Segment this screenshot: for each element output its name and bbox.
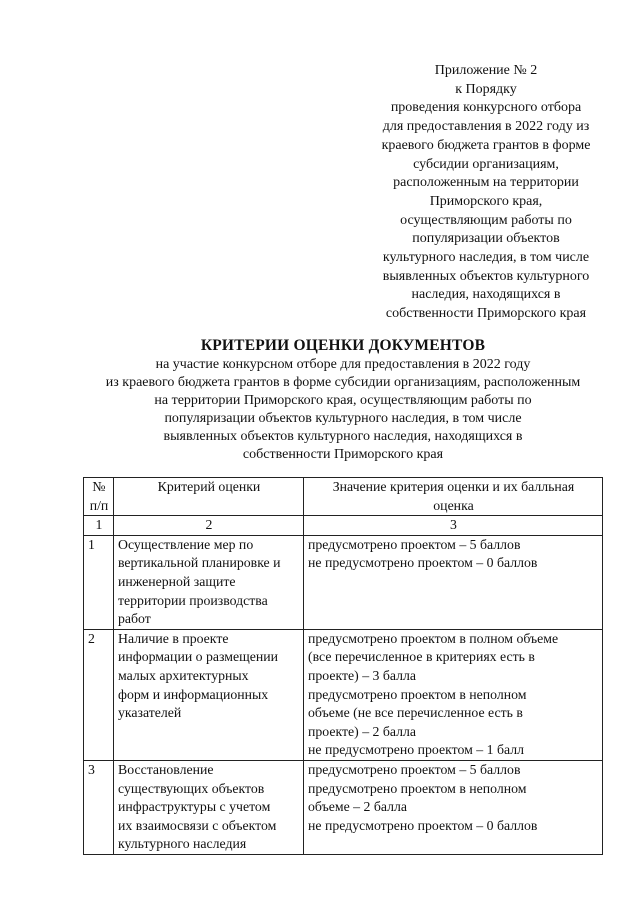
appendix-line: субсидии организациям, [413, 156, 559, 172]
header-criterion [114, 478, 304, 516]
value-line: не предусмотрено проектом – 0 баллов [308, 555, 538, 571]
row-value [304, 535, 603, 629]
header-num-line: № [92, 479, 106, 494]
table-row [84, 535, 603, 629]
value-line: проекте) – 2 балла [308, 723, 417, 739]
header-num-line: п/п [89, 497, 109, 513]
row-criterion [114, 760, 304, 854]
value-line: предусмотрено проектом в полном объеме [308, 630, 559, 646]
appendix-line: наследия, находящихся в [411, 287, 561, 303]
heading-line: выявленных объектов культурного наследия, находящихся в [163, 429, 523, 444]
appendix-line: проведения конкурсного отбора [390, 100, 582, 116]
criterion-line: инженерной защите [118, 573, 236, 589]
index-cell: 1 [84, 516, 114, 536]
index-cell: 2 [114, 516, 304, 536]
heading-line: из краевого бюджета грантов в форме субсидии организациям, расположенным [105, 375, 581, 390]
table-index-row [84, 516, 603, 536]
row-criterion [114, 629, 304, 760]
criterion-line: Наличие в проекте [118, 630, 229, 646]
document-heading [60, 336, 626, 464]
value-line: предусмотрено проектом – 5 баллов [308, 536, 521, 552]
appendix-line: расположенным на территории [393, 175, 579, 191]
header-num [84, 478, 114, 516]
row-number: 3 [84, 760, 114, 854]
table-row [84, 629, 603, 760]
value-line: предусмотрено проектом в неполном [308, 780, 527, 796]
value-line: не предусмотрено проектом – 0 баллов [308, 817, 538, 833]
value-line: предусмотрено проектом в неполном [308, 686, 527, 702]
criterion-line: Осуществление мер по [118, 536, 254, 552]
appendix-line: Приморского края, [429, 193, 543, 209]
value-line: объеме (не все перечисленное есть в [308, 705, 523, 721]
criterion-line: инфраструктуры с учетом [118, 799, 271, 815]
row-number: 1 [84, 535, 114, 629]
header-criterion-text: Критерий оценки [157, 479, 261, 494]
heading-line: на территории Приморского края, осуществляющим работы по [154, 393, 532, 408]
criterion-line: культурного наследия [118, 836, 247, 852]
criterion-line: Восстановление [118, 761, 214, 777]
criterion-line: вертикальной планировке и [118, 555, 281, 571]
document-title: КРИТЕРИИ ОЦЕНКИ ДОКУМЕНТОВ [200, 337, 486, 354]
row-number: 2 [84, 629, 114, 760]
criterion-line: малых архитектурных [118, 667, 249, 683]
criteria-table [83, 477, 603, 855]
table-header-row [84, 478, 603, 516]
appendix-line: популяризации объектов [412, 231, 560, 247]
appendix-line: собственности Приморского края [385, 306, 587, 322]
value-line: объеме – 2 балла [308, 799, 407, 815]
heading-line: на участие конкурсном отборе для предоставления в 2022 году [155, 357, 531, 372]
criterion-line: существующих объектов [118, 780, 265, 796]
value-line: предусмотрено проектом – 5 баллов [308, 761, 521, 777]
appendix-line: осуществляющим работы по [400, 212, 572, 228]
appendix-block [352, 62, 620, 324]
appendix-line: Приложение № 2 [434, 63, 538, 78]
criterion-line: работ [118, 611, 151, 627]
row-value [304, 760, 603, 854]
appendix-line: краевого бюджета грантов в форме [381, 137, 591, 153]
value-line: (все перечисленное в критериях есть в [308, 649, 535, 665]
row-criterion [114, 535, 304, 629]
value-line: проекте) – 3 балла [308, 667, 417, 683]
criterion-line: территории производства [118, 592, 268, 608]
table-row [84, 760, 603, 854]
appendix-line: к Порядку [455, 81, 517, 97]
appendix-line: выявленных объектов культурного [382, 268, 590, 284]
appendix-line: культурного наследия, в том числе [382, 250, 590, 266]
heading-line: популяризации объектов культурного наследия, в том числе [164, 411, 522, 426]
heading-line: собственности Приморского края [242, 447, 444, 462]
header-value-line: Значение критерия оценки и их балльная [332, 479, 575, 494]
header-value-line: оценка [433, 497, 474, 513]
index-cell: 3 [304, 516, 603, 536]
row-value [304, 629, 603, 760]
header-value [304, 478, 603, 516]
criterion-line: форм и информационных [118, 686, 269, 702]
appendix-line: для предоставления в 2022 году из [382, 119, 590, 135]
criterion-line: их взаимосвязи с объектом [118, 817, 277, 833]
criterion-line: информации о размещении [118, 649, 279, 665]
criterion-line: указателей [118, 705, 182, 721]
value-line: не предусмотрено проектом – 1 балл [308, 742, 525, 758]
